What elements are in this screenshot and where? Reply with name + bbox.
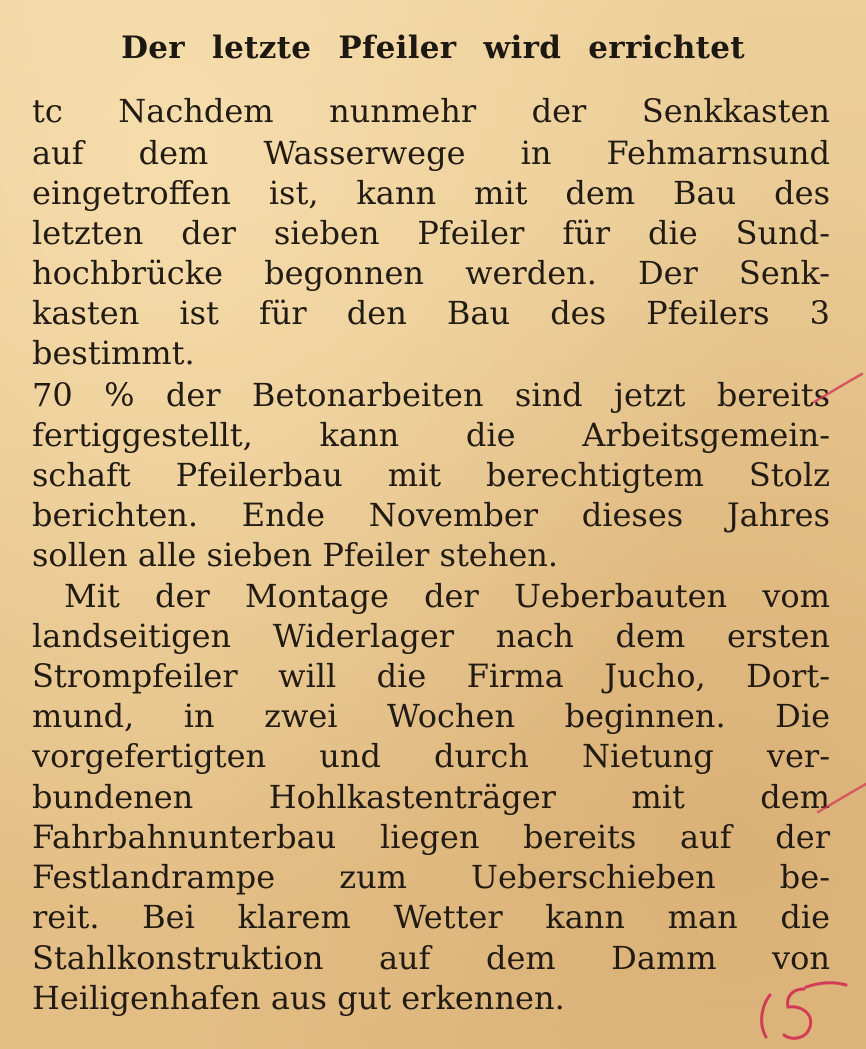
article-line: Stahlkonstruktion auf dem Damm von: [32, 939, 830, 977]
article-headline: Der letzte Pfeiler wird errichtet: [121, 30, 745, 66]
handwritten-pencil-number-icon: [752, 975, 852, 1045]
article-line: kasten ist für den Bau des Pfeilers 3: [32, 294, 830, 332]
article-line: fertiggestellt, kann die Arbeitsgemein-: [32, 416, 830, 454]
article-line: landseitigen Widerlager nach dem ersten: [32, 617, 830, 655]
article-line: eingetroffen ist, kann mit dem Bau des: [32, 174, 830, 212]
article-line: mund, in zwei Wochen beginnen. Die: [32, 697, 830, 735]
article-line: Fahrbahnunterbau liegen bereits auf der: [32, 818, 830, 856]
article-line: sollen alle sieben Pfeiler stehen.: [32, 536, 559, 574]
article-line: Festlandrampe zum Ueberschieben be-: [32, 858, 830, 896]
pencil-mark-icon: [812, 778, 866, 818]
article-line: bestimmt.: [32, 334, 195, 372]
article-line: berichten. Ende November dieses Jahres: [32, 496, 830, 534]
article-line: letzten der sieben Pfeiler für die Sund-: [32, 214, 830, 252]
pencil-mark-icon: [806, 370, 866, 410]
article-line: reit. Bei klarem Wetter kann man die: [32, 898, 830, 936]
article-line: vorgefertigten und durch Nietung ver-: [32, 737, 830, 775]
article-line: auf dem Wasserwege in Fehmarnsund: [32, 134, 830, 172]
article-line: bundenen Hohlkastenträger mit dem: [32, 778, 830, 816]
article-line: Strompfeiler will die Firma Jucho, Dort-: [32, 657, 830, 695]
article-line: tc Nachdem nunmehr der Senkkasten: [32, 92, 830, 130]
article-line: 70 % der Betonarbeiten sind jetzt bereits: [32, 376, 830, 414]
article-line: schaft Pfeilerbau mit berechtigtem Stolz: [32, 456, 830, 494]
article-line: hochbrücke begonnen werden. Der Senk-: [32, 254, 830, 292]
article-line: Mit der Montage der Ueberbauten vom: [64, 577, 830, 615]
article-line: Heiligenhafen aus gut erkennen.: [32, 979, 565, 1017]
